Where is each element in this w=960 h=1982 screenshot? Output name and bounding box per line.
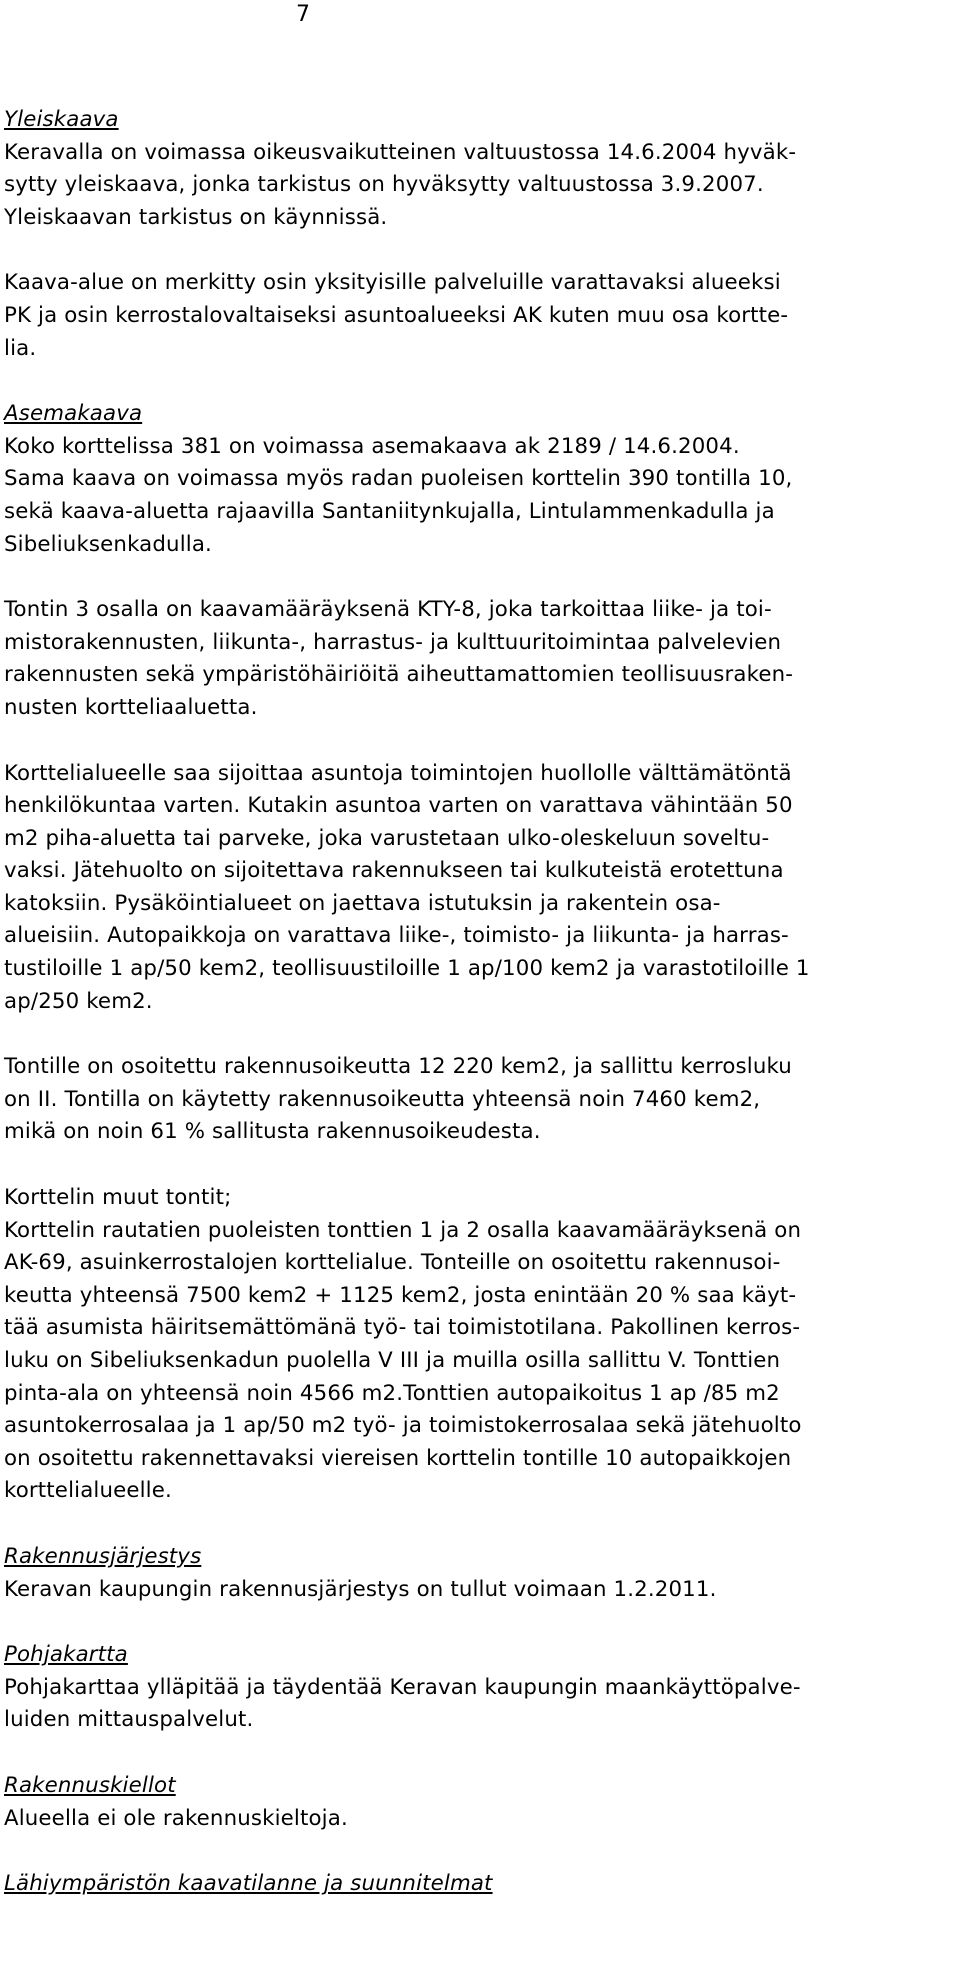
paragraph [4,431,950,561]
text-line: m2 piha-aluetta tai parveke, joka varustetaan ulko-oleskeluun soveltu- [4,825,770,851]
text-line: tustiloille 1 ap/50 kem2, teollisuustiloille 1 ap/100 kem2 ja varastotiloille 1 [4,956,810,982]
heading-asemakaava: Asemakaava [4,401,143,427]
text-line: katoksiin. Pysäköintialueet on jaettava istutuksin ja rakentein osa- [4,890,721,916]
text-line: luku on Sibeliuksenkadun puolella V III ja muilla osilla sallittu V. Tonttien [4,1348,781,1373]
text-line: sekä kaava-aluetta rajaavilla Santaniitynkujalla, Lintulammenkadulla ja [4,498,775,524]
text-line: Keravalla on voimassa oikeusvaikutteinen valtuustossa 14.6.2004 hyväk- [4,139,797,165]
text-line: asuntokerrosalaa ja 1 ap/50 m2 työ- ja toimistokerrosalaa sekä jätehuolto [4,1413,802,1439]
paragraph [4,758,950,1019]
text-line: PK ja osin kerrostalovaltaiseksi asuntoalueeksi AK kuten muu osa kortte- [4,302,789,328]
heading-pohjakartta: Pohjakartta [4,1642,128,1668]
text-line: henkilökuntaa varten. Kutakin asuntoa varten on varattava vähintään 50 [4,793,793,819]
section-asemakaava [4,398,950,1508]
text-line: on osoitettu rakennettavaksi viereisen korttelin tontille 10 autopaikkojen [4,1445,792,1471]
text-line: Korttelin rautatien puoleisten tonttien 1 ja 2 osalla kaavamääräyksenä on [4,1217,802,1243]
text-line: keutta yhteensä 7500 kem2 + 1125 kem2, josta enintään 20 % saa käyt- [4,1282,797,1308]
paragraph [4,1051,950,1149]
text-line: Sibeliuksenkadulla. [4,531,212,557]
text-line: Kaava-alue on merkitty osin yksityisille palveluille varattavaksi alueeksi [4,270,781,296]
paragraph [4,1803,950,1836]
text-line: pinta-ala on yhteensä noin 4566 m2.Tonttien autopaikoitus 1 ap /85 m2 [4,1380,780,1406]
paragraph [4,1215,950,1508]
section-lahiymparisto [4,1868,950,1901]
text-line: Yleiskaavan tarkistus on käynnissä. [4,204,388,230]
text-line: Alueella ei ole rakennuskieltoja. [4,1805,348,1831]
text-line: mistorakennusten, liikunta-, harrastus- ja kulttuuritoimintaa palvelevien [4,629,782,655]
paragraph [4,1574,950,1607]
paragraph [4,267,950,365]
subheading-muut-tontit: Korttelin muut tontit; [4,1185,232,1211]
text-line: rakennusten sekä ympäristöhäiriöitä aiheuttamattomien teollisuusraken- [4,662,794,688]
text-line: Tontille on osoitettu rakennusoikeutta 12 220 kem2, ja sallittu kerrosluku [4,1054,792,1080]
section-pohjakartta [4,1639,950,1737]
text-line: Tontin 3 osalla on kaavamääräyksenä KTY-8, joka tarkoittaa liike- ja toi- [4,597,772,623]
text-line: tää asumista häiritsemättömänä työ- tai toimistotilana. Pakollinen kerros- [4,1315,801,1341]
text-line: Koko korttelissa 381 on voimassa asemakaava ak 2189 / 14.6.2004. [4,433,740,459]
text-line: sytty yleiskaava, jonka tarkistus on hyväksytty valtuustossa 3.9.2007. [4,172,764,198]
text-line: on II. Tontilla on käytetty rakennusoikeutta yhteensä noin 7460 kem2, [4,1086,761,1112]
text-line: AK-69, asuinkerrostalojen korttelialue. Tonteille on osoitettu rakennusoi- [4,1250,781,1276]
text-line: ap/250 kem2. [4,988,153,1014]
page-number: 7 [296,2,310,27]
text-line: alueisiin. Autopaikkoja on varattava liike-, toimisto- ja liikunta- ja harras- [4,923,789,949]
text-line: Sama kaava on voimassa myös radan puoleisen korttelin 390 tontilla 10, [4,466,793,492]
heading-lahiymparisto: Lähiympäristön kaavatilanne ja suunnitelmat [4,1871,493,1897]
text-line: lia. [4,335,37,361]
section-yleiskaava [4,104,950,365]
paragraph [4,594,950,724]
heading-yleiskaava: Yleiskaava [4,107,119,132]
heading-rakennuskiellot: Rakennuskiellot [4,1772,176,1798]
text-line: mikä on noin 61 % sallitusta rakennusoikeudesta. [4,1119,541,1145]
text-line: luiden mittauspalvelut. [4,1707,254,1733]
section-rakennusjarjestys [4,1541,950,1606]
text-line: korttelialueelle. [4,1478,172,1504]
section-rakennuskiellot [4,1770,950,1835]
paragraph [4,1672,950,1737]
heading-rakennusjarjestys: Rakennusjärjestys [4,1543,202,1569]
paragraph [4,137,950,235]
text-line: Korttelialueelle saa sijoittaa asuntoja toimintojen huollolle välttämätöntä [4,760,792,786]
text-line: Pohjakarttaa ylläpitää ja täydentää Keravan kaupungin maankäyttöpalve- [4,1674,801,1700]
text-line: vaksi. Jätehuolto on sijoitettava rakennukseen tai kulkuteistä erotettuna [4,858,784,884]
text-line: Keravan kaupungin rakennusjärjestys on tullut voimaan 1.2.2011. [4,1576,717,1602]
text-line: nusten kortteliaaluetta. [4,694,258,720]
document-body [4,104,950,1901]
